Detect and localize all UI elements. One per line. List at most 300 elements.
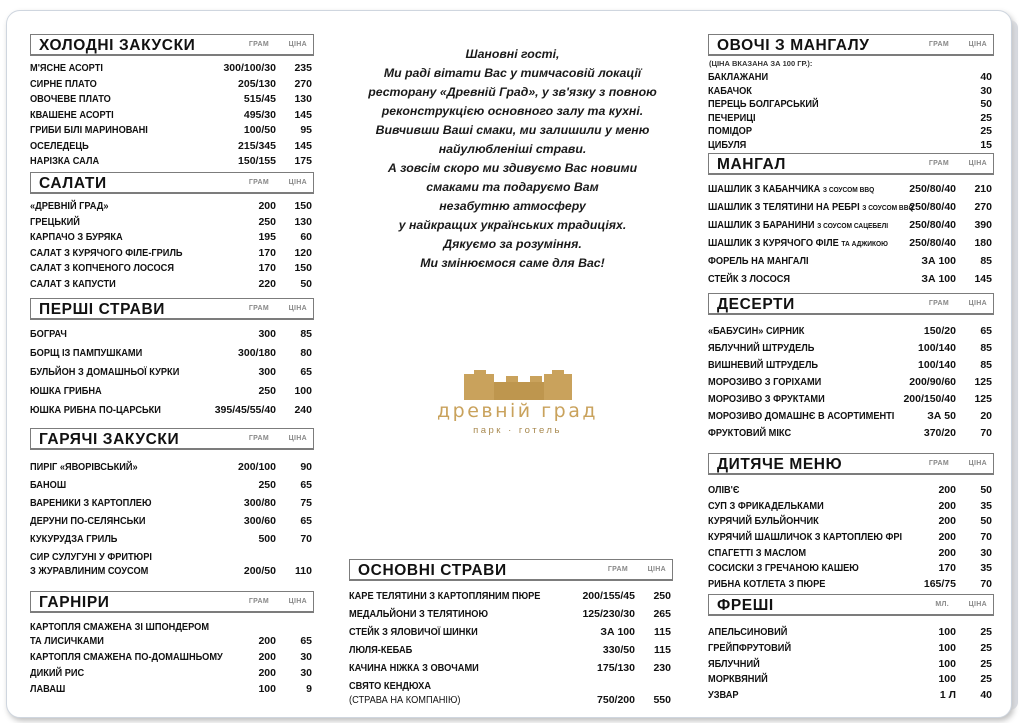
menu-item bbox=[708, 624, 994, 640]
item-name bbox=[349, 643, 412, 657]
item-name bbox=[30, 478, 66, 492]
item-name bbox=[30, 384, 102, 398]
item-name-text: РИБНА КОТЛЕТА З ПЮРЕ bbox=[708, 578, 826, 591]
item-name bbox=[708, 657, 760, 671]
item-name bbox=[708, 483, 739, 497]
section-header bbox=[30, 591, 314, 613]
item-price: 50 bbox=[980, 484, 992, 496]
item-weight: 250 bbox=[258, 479, 276, 491]
menu-item bbox=[708, 357, 994, 374]
item-name bbox=[349, 661, 479, 675]
item-sauce-note: З СОУСОМ САЦЕБЕЛІ bbox=[817, 221, 889, 230]
item-name bbox=[30, 620, 209, 648]
section-title: САЛАТИ bbox=[39, 175, 107, 192]
section-grill bbox=[708, 153, 994, 289]
item-price: 65 bbox=[300, 366, 312, 378]
menu-item bbox=[708, 217, 994, 235]
item-price: 110 bbox=[295, 565, 312, 577]
item-weight: 220 bbox=[258, 277, 276, 290]
item-price: 25 bbox=[980, 657, 992, 670]
items-list bbox=[708, 482, 994, 592]
item-name bbox=[708, 272, 790, 286]
section-main-courses bbox=[349, 559, 673, 708]
item-weight: 300/100/30 bbox=[223, 62, 276, 74]
item-price: 60 bbox=[300, 231, 312, 243]
section-header bbox=[708, 594, 994, 616]
item-price: 235 bbox=[294, 62, 312, 74]
welcome-line: Дякуємо за розуміння. bbox=[443, 237, 582, 251]
item-sauce-note: З СОУСОМ BBQ bbox=[822, 185, 875, 194]
item-name-text: МОРОЗИВО З ФРУКТАМИ bbox=[708, 393, 825, 405]
gram-column-label: ГРАМ bbox=[248, 41, 269, 48]
menu-item bbox=[30, 122, 314, 138]
item-price: 85 bbox=[300, 328, 312, 340]
menu-item bbox=[30, 459, 314, 477]
item-name bbox=[708, 254, 809, 268]
menu-item bbox=[30, 326, 314, 345]
item-name-text: МОРОЗИВО ДОМАШНЄ В АСОРТИМЕНТІ bbox=[708, 410, 895, 422]
items-list bbox=[708, 69, 994, 150]
items-list bbox=[708, 181, 994, 289]
menu-item bbox=[708, 271, 994, 289]
menu-item bbox=[30, 619, 314, 649]
item-name-text: КУРЯЧИЙ БУЛЬЙОНЧИК bbox=[708, 515, 819, 528]
item-price: 35 bbox=[980, 562, 992, 575]
menu-item bbox=[30, 531, 314, 549]
menu-item bbox=[708, 529, 994, 545]
item-price: 25 bbox=[980, 111, 992, 124]
section-grilled-vegetables bbox=[708, 34, 994, 150]
item-price: 40 bbox=[980, 71, 992, 83]
welcome-line: Ми змінюємося саме для Вас! bbox=[420, 256, 605, 270]
item-name-text: ПЕЧЕРИЦІ bbox=[708, 111, 756, 124]
item-weight: 165/75 bbox=[923, 578, 956, 591]
item-sauce-note: ТА АДЖИКОЮ bbox=[841, 239, 888, 248]
section-title: МАНГАЛ bbox=[717, 156, 786, 173]
item-weight: 200 bbox=[938, 484, 956, 496]
item-name bbox=[708, 577, 825, 591]
item-weight: 250/80/40 bbox=[909, 219, 956, 231]
item-name-text: ЮШКА РИБНА ПО-ЦАРСЬКИ bbox=[30, 404, 161, 416]
item-price: 150 bbox=[294, 262, 312, 274]
item-weight: 125/230/30 bbox=[582, 608, 635, 620]
item-name bbox=[708, 672, 768, 686]
menu-item bbox=[349, 588, 673, 606]
welcome-line: у найкращих українських традиціях. bbox=[398, 218, 627, 232]
menu-item bbox=[30, 364, 314, 383]
item-name bbox=[30, 550, 152, 578]
item-price: 25 bbox=[980, 626, 992, 638]
item-name-text: ЦИБУЛЯ bbox=[708, 138, 747, 151]
section-title: ГАРНІРИ bbox=[39, 594, 110, 611]
item-weight: 495/30 bbox=[243, 108, 276, 121]
gram-column-label: ГРАМ bbox=[248, 598, 269, 605]
item-name-line2: ТА ЛИСИЧКАМИ bbox=[30, 635, 104, 647]
item-sauce-note: З СОУСОМ BBQ bbox=[862, 203, 914, 212]
item-price: 70 bbox=[980, 531, 992, 544]
item-name-text: ШАШЛИК З ТЕЛЯТИНИ НА РЕБРІ bbox=[708, 201, 860, 213]
item-name-text: ГРЕЙПФРУТОВИЙ bbox=[708, 641, 792, 654]
item-name bbox=[30, 139, 89, 153]
item-price: 125 bbox=[974, 393, 992, 405]
item-name-text: САЛАТ З КУРЯЧОГО ФІЛЕ-ГРИЛЬ bbox=[30, 246, 183, 259]
item-weight: 100 bbox=[938, 657, 956, 670]
item-name-text: ШАШЛИК З БАРАНИНИ bbox=[708, 219, 815, 231]
menu-item bbox=[30, 649, 314, 665]
item-name-text: ВИШНЕВИЙ ШТРУДЕЛЬ bbox=[708, 359, 819, 371]
item-price: 75 bbox=[300, 497, 312, 509]
menu-item bbox=[708, 340, 994, 357]
item-name-line2: З ЖУРАВЛИНИМ СОУСОМ bbox=[30, 565, 149, 577]
item-name-text: МОРКВЯНИЙ bbox=[708, 673, 768, 686]
gram-column-label: ГРАМ bbox=[248, 179, 269, 186]
menu-item bbox=[708, 498, 994, 514]
item-weight: 250/80/40 bbox=[909, 237, 956, 249]
item-weight: 1 Л bbox=[939, 689, 956, 702]
item-price: 115 bbox=[654, 644, 671, 656]
item-price: 230 bbox=[653, 662, 671, 674]
item-weight: 100/140 bbox=[918, 359, 956, 371]
item-price: 25 bbox=[980, 125, 992, 137]
item-name-text: МЕДАЛЬЙОНИ З ТЕЛЯТИНОЮ bbox=[349, 608, 489, 620]
item-name-text: КАРПАЧО З БУРЯКА bbox=[30, 231, 123, 243]
item-weight: 370/20 bbox=[923, 427, 956, 439]
menu-item bbox=[708, 374, 994, 391]
item-name bbox=[30, 108, 114, 122]
menu-item bbox=[349, 642, 673, 660]
item-name bbox=[708, 688, 739, 702]
welcome-line: незабутню атмосферу bbox=[439, 199, 586, 213]
item-weight: 300/180 bbox=[238, 347, 276, 359]
welcome-line: Шановні гості, bbox=[465, 47, 560, 61]
item-weight: 500 bbox=[258, 533, 276, 545]
ml-column-label: МЛ. bbox=[935, 601, 949, 608]
item-name bbox=[30, 61, 103, 75]
menu-item bbox=[708, 545, 994, 561]
item-name bbox=[708, 182, 874, 197]
item-name bbox=[708, 375, 821, 389]
item-weight: 200 bbox=[258, 200, 276, 212]
item-weight: 200 bbox=[938, 499, 956, 512]
item-price: 550 bbox=[653, 694, 671, 706]
item-name bbox=[30, 123, 148, 137]
welcome-line: смаками та подаруємо Вам bbox=[426, 180, 599, 194]
item-weight: ЗА 100 bbox=[600, 626, 635, 638]
section-desserts bbox=[708, 293, 994, 442]
items-list bbox=[708, 323, 994, 442]
item-name bbox=[30, 215, 80, 229]
menu-item bbox=[30, 153, 314, 169]
item-price: 125 bbox=[974, 376, 992, 388]
item-price: 210 bbox=[974, 183, 992, 195]
menu-item bbox=[708, 83, 994, 97]
section-header bbox=[30, 298, 314, 320]
section-hot-appetizers bbox=[30, 428, 314, 579]
item-weight: 170 bbox=[258, 246, 276, 259]
item-price: 50 bbox=[980, 98, 992, 110]
item-name bbox=[708, 358, 818, 372]
welcome-line: Вивчивши Ваші смаки, ми залишили у меню bbox=[375, 123, 650, 137]
item-name-text: ЯБЛУЧНИЙ ШТРУДЕЛЬ bbox=[708, 342, 815, 354]
item-name-text: ФОРЕЛЬ НА МАНГАЛІ bbox=[708, 255, 809, 267]
section-title: ОСНОВНІ СТРАВИ bbox=[358, 562, 507, 579]
section-first-courses bbox=[30, 298, 314, 421]
item-name-text: КВАШЕНЕ АСОРТІ bbox=[30, 108, 114, 121]
item-name-text: СТЕЙК З ЯЛОВИЧОЇ ШИНКИ bbox=[349, 626, 478, 638]
item-name bbox=[30, 261, 174, 275]
price-column-label: ЦІНА bbox=[288, 435, 307, 442]
price-note: (ЦІНА ВКАЗАНА ЗА 100 ГР.): bbox=[709, 59, 813, 68]
item-price: 65 bbox=[300, 479, 312, 491]
item-price: 145 bbox=[294, 108, 312, 121]
menu-item bbox=[708, 656, 994, 672]
item-price: 50 bbox=[980, 515, 992, 528]
menu-item bbox=[30, 383, 314, 402]
item-name bbox=[708, 138, 746, 152]
item-name-text: ВАРЕНИКИ З КАРТОПЛЕЮ bbox=[30, 497, 152, 509]
price-column-label: ЦІНА bbox=[288, 305, 307, 312]
gram-column-label: ГРАМ bbox=[928, 300, 949, 307]
menu-item bbox=[708, 482, 994, 498]
menu-item bbox=[30, 402, 314, 421]
item-name-text: КАРТОПЛЯ СМАЖЕНА ПО-ДОМАШНЬОМУ bbox=[30, 651, 223, 663]
item-weight: 200 bbox=[258, 667, 276, 679]
menu-item bbox=[708, 560, 994, 576]
menu-item bbox=[349, 660, 673, 678]
item-weight: 100/50 bbox=[243, 124, 276, 136]
item-name-text: СПАГЕТТІ З МАСЛОМ bbox=[708, 546, 807, 559]
item-price: 85 bbox=[980, 255, 992, 267]
item-name bbox=[708, 499, 824, 513]
price-column-label: ЦІНА bbox=[288, 598, 307, 605]
item-weight: 300 bbox=[258, 366, 276, 378]
menu-item bbox=[30, 198, 314, 214]
items-list bbox=[349, 588, 673, 708]
items-list bbox=[30, 459, 314, 579]
menu-item bbox=[30, 665, 314, 681]
item-price: 130 bbox=[294, 215, 312, 228]
gram-column-label: ГРАМ bbox=[607, 566, 628, 573]
item-name-text: ГРЕЦЬКИЙ bbox=[30, 215, 80, 228]
item-name-text: САЛАТ З КОПЧЕНОГО ЛОСОСЯ bbox=[30, 262, 174, 274]
item-price: 80 bbox=[300, 347, 312, 359]
item-price: 50 bbox=[300, 277, 312, 290]
section-salads bbox=[30, 172, 314, 291]
menu-item bbox=[708, 576, 994, 592]
item-weight: 200/155/45 bbox=[582, 590, 635, 602]
item-name bbox=[30, 154, 99, 168]
menu-item bbox=[708, 425, 994, 442]
item-price: 130 bbox=[294, 93, 312, 105]
menu-item bbox=[708, 96, 994, 110]
item-name bbox=[30, 682, 65, 696]
menu-item bbox=[708, 323, 994, 340]
item-name bbox=[30, 277, 116, 291]
item-weight: 205/130 bbox=[238, 77, 276, 90]
item-weight: 150/20 bbox=[923, 325, 956, 337]
menu-item bbox=[30, 107, 314, 123]
item-weight: ЗА 100 bbox=[921, 255, 956, 267]
price-column-label: ЦІНА bbox=[968, 601, 987, 608]
item-name bbox=[349, 625, 478, 639]
item-price: 95 bbox=[300, 124, 312, 136]
section-header bbox=[708, 153, 994, 175]
item-price: 240 bbox=[294, 404, 312, 416]
item-weight: 250/80/40 bbox=[909, 183, 956, 195]
item-price: 30 bbox=[980, 546, 992, 559]
item-name-text: ОЛІВ'Є bbox=[708, 484, 740, 496]
price-column-label: ЦІНА bbox=[968, 300, 987, 307]
item-weight: 200 bbox=[258, 651, 276, 663]
welcome-message bbox=[340, 45, 685, 273]
item-name bbox=[708, 530, 902, 544]
item-weight: 100 bbox=[938, 673, 956, 686]
item-name-text: ДЕРУНИ ПО-СЕЛЯНСЬКИ bbox=[30, 515, 146, 527]
item-name bbox=[708, 561, 859, 575]
item-weight: 100 bbox=[258, 683, 276, 695]
item-price: 265 bbox=[653, 608, 671, 620]
item-weight: 200 bbox=[938, 531, 956, 544]
item-name-text: МОРОЗИВО З ГОРІХАМИ bbox=[708, 376, 822, 388]
item-price: 85 bbox=[980, 342, 992, 354]
item-name-text: БАНОШ bbox=[30, 479, 67, 491]
item-weight: 300 bbox=[258, 328, 276, 340]
item-name bbox=[30, 666, 84, 680]
logo-tagline: парк · готель bbox=[473, 425, 562, 436]
item-name-text: КАЧИНА НІЖКА З ОВОЧАМИ bbox=[349, 662, 479, 674]
section-title: ДЕСЕРТИ bbox=[717, 296, 795, 313]
menu-item bbox=[30, 229, 314, 245]
welcome-line: А зовсім скоро ми здивуємо Вас новими bbox=[387, 161, 638, 175]
item-weight: 200 bbox=[258, 635, 276, 647]
item-name-text: ШАШЛИК З КУРЯЧОГО ФІЛЕ bbox=[708, 237, 839, 249]
item-name bbox=[708, 200, 914, 215]
item-price: 35 bbox=[980, 499, 992, 512]
item-name-text: БУЛЬЙОН З ДОМАШНЬОЇ КУРКИ bbox=[30, 366, 180, 378]
item-price: 90 bbox=[300, 461, 312, 473]
item-price: 40 bbox=[980, 689, 992, 702]
item-name bbox=[708, 341, 814, 355]
item-weight: 100 bbox=[938, 641, 956, 654]
section-cold-appetizers bbox=[30, 34, 314, 169]
item-name bbox=[708, 392, 825, 406]
item-price: 70 bbox=[980, 427, 992, 439]
item-price: 25 bbox=[980, 673, 992, 686]
menu-item bbox=[30, 214, 314, 230]
item-name-text: ОВОЧЕВЕ ПЛАТО bbox=[30, 93, 111, 105]
item-name bbox=[708, 426, 791, 440]
menu-item bbox=[349, 624, 673, 642]
item-name-text: СОСИСКИ З ГРЕЧАНОЮ КАШЕЮ bbox=[708, 562, 859, 575]
item-weight: 395/45/55/40 bbox=[214, 404, 276, 416]
item-price: 145 bbox=[294, 139, 312, 152]
item-price: 30 bbox=[300, 667, 312, 679]
menu-item bbox=[30, 245, 314, 261]
price-column-label: ЦІНА bbox=[968, 160, 987, 167]
gram-column-label: ГРАМ bbox=[928, 160, 949, 167]
price-column-label: ЦІНА bbox=[288, 179, 307, 186]
item-name bbox=[30, 77, 97, 91]
item-weight: 200/150/40 bbox=[903, 393, 956, 405]
item-name-text: ФРУКТОВИЙ МІКС bbox=[708, 427, 792, 439]
menu-item bbox=[30, 513, 314, 531]
menu-item bbox=[30, 549, 314, 579]
price-column-label: ЦІНА bbox=[647, 566, 666, 573]
item-name bbox=[30, 92, 111, 106]
welcome-line: найулюбленіші страви. bbox=[438, 142, 587, 156]
item-name bbox=[708, 514, 819, 528]
item-price: 30 bbox=[980, 84, 992, 97]
item-name bbox=[349, 679, 460, 707]
item-price: 30 bbox=[300, 651, 312, 663]
item-price: 150 bbox=[294, 200, 312, 212]
item-price: 270 bbox=[974, 201, 992, 213]
item-name bbox=[708, 236, 888, 251]
menu-item bbox=[708, 69, 994, 83]
menu-item bbox=[30, 681, 314, 697]
section-header bbox=[30, 172, 314, 194]
item-name-text: М'ЯСНЕ АСОРТІ bbox=[30, 62, 103, 74]
item-name bbox=[708, 218, 888, 233]
welcome-line: реконструкцією основного залу та кухні. bbox=[381, 104, 644, 118]
welcome-line: ресторану «Древній Град», у зв'язку з повною bbox=[368, 85, 657, 99]
item-price: 175 bbox=[294, 155, 312, 167]
item-name-text: САЛАТ З КАПУСТИ bbox=[30, 277, 116, 290]
section-title: ФРЕШІ bbox=[717, 597, 774, 614]
item-weight: 515/45 bbox=[243, 93, 276, 105]
item-name-text: СИРНЕ ПЛАТО bbox=[30, 77, 97, 90]
item-name-text: ГРИБИ БІЛІ МАРИНОВАНІ bbox=[30, 124, 148, 136]
section-header bbox=[708, 453, 994, 475]
item-price: 250 bbox=[653, 590, 671, 602]
item-weight: 170 bbox=[258, 262, 276, 274]
item-name-text: ЮШКА ГРИБНА bbox=[30, 385, 102, 397]
welcome-line: Ми раді вітати Вас у тимчасовій локації bbox=[383, 66, 642, 80]
item-price: 270 bbox=[294, 77, 312, 90]
item-weight: 175/130 bbox=[597, 662, 635, 674]
menu-item bbox=[708, 687, 994, 703]
gram-column-label: ГРАМ bbox=[928, 460, 949, 467]
item-name-text: ОСЕЛЕДЕЦЬ bbox=[30, 139, 89, 152]
item-weight: 200 bbox=[938, 546, 956, 559]
item-name-text: БОРЩ ІЗ ПАМПУШКАМИ bbox=[30, 347, 143, 359]
menu-item bbox=[708, 513, 994, 529]
section-title: ХОЛОДНІ ЗАКУСКИ bbox=[39, 37, 196, 54]
item-name-text: СВЯТО КЕНДЮХА bbox=[349, 680, 432, 692]
item-price: 85 bbox=[980, 359, 992, 371]
menu-item bbox=[708, 110, 994, 124]
menu-item bbox=[30, 76, 314, 92]
item-name-text: СТЕЙК З ЛОСОСЯ bbox=[708, 273, 791, 285]
item-name bbox=[30, 403, 161, 417]
item-price: 115 bbox=[654, 626, 671, 638]
menu-item bbox=[708, 199, 994, 217]
gram-column-label: ГРАМ bbox=[248, 435, 269, 442]
item-name bbox=[30, 346, 142, 360]
hotel-logo bbox=[410, 370, 625, 440]
price-column-label: ЦІНА bbox=[968, 460, 987, 467]
item-name-text: ДИКИЙ РИС bbox=[30, 667, 85, 679]
item-name bbox=[30, 650, 223, 664]
section-header bbox=[708, 34, 994, 56]
page-edge-shadow bbox=[1010, 20, 1018, 710]
menu-item bbox=[708, 391, 994, 408]
item-name-text: АПЕЛЬСИНОВИЙ bbox=[708, 626, 788, 638]
item-weight: 200/90/60 bbox=[909, 376, 956, 388]
item-name-text: КАРЕ ТЕЛЯТИНИ З КАРТОПЛЯНИМ ПЮРЕ bbox=[349, 590, 541, 602]
menu-item bbox=[708, 671, 994, 687]
item-weight: 150/155 bbox=[238, 155, 276, 167]
